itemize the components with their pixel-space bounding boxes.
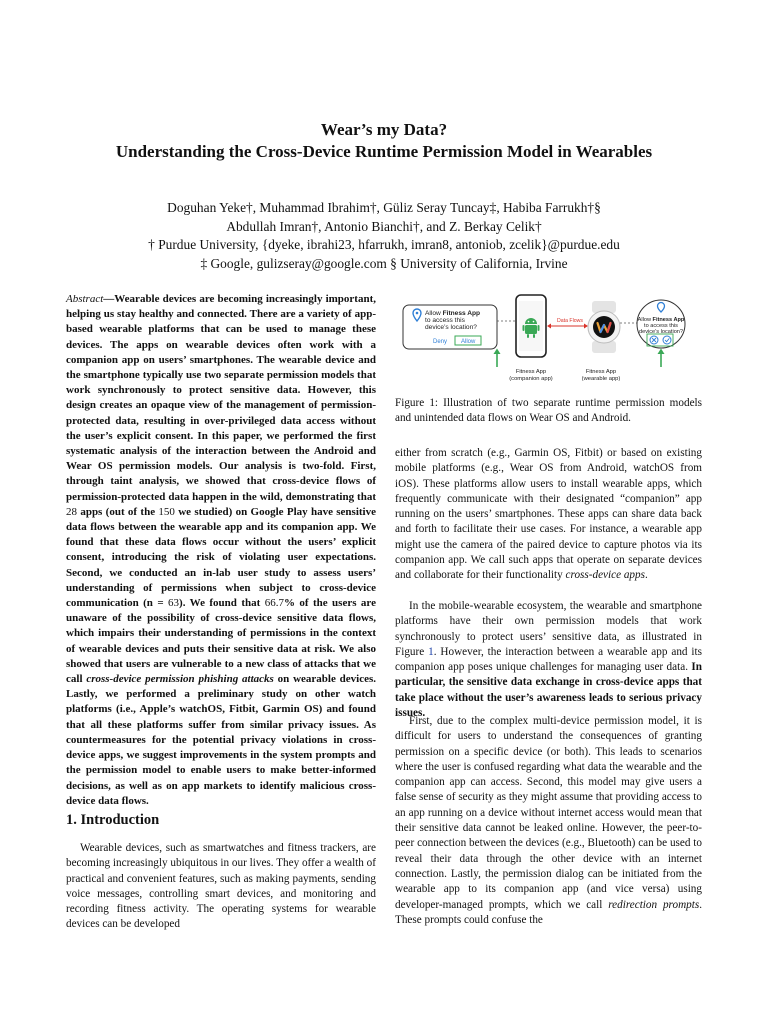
right-paragraph-2 bbox=[395, 599, 702, 721]
data-flows-label: Data Flows bbox=[557, 318, 583, 324]
abstract-number: 63 bbox=[168, 597, 180, 610]
body-text: . These prompts could confuse the bbox=[395, 898, 702, 926]
abstract-number: 66.7 bbox=[264, 597, 284, 610]
abstract bbox=[66, 292, 376, 809]
figure-reference-link[interactable]: 1 bbox=[428, 645, 434, 658]
body-text: First, due to the complex multi-device permission model, it is difficult for users to understand the consequences of granting permission on a specific device (or both). This leads to scenarios where the user is confused regarding what data the wearable and the companion app can access. Second, this model may give users a false sense of security as they might assume that providing access to an app running on a device without internet access would mean that their sensitive data cannot be leaked online. However, the peer-to-peer connection between the devices (e.g., Bluetooth) can be used to reveal their data through the other device with an internet connection. Lastly, the permission dialog can be initiated from the wearable app to its companion app (and vice versa) using developer-managed prompts, which we call bbox=[395, 715, 702, 911]
abstract-text: on wearable devices. Lastly, we performed a preliminary study on other watch platforms (i.e., Apple’s watchOS, Fitbit, Garmin OS) and found that all these platforms suffer from similar privacy issues. As countermeasures for the potential privacy violations in cross-device apps, we suggest improvements in the system prompts and the permission model to enable users to make better-informed decisions, as well as on app markets to identify malicious cross-device data flows. bbox=[66, 673, 377, 807]
left-column bbox=[66, 292, 376, 809]
author-block bbox=[60, 199, 708, 273]
body-text: either from scratch (e.g., Garmin OS, Fitbit) or based on existing mobile platforms (e.g., Wear OS from Android, watchOS from iOS). These platforms allow users to install wearable apps, which frequently communicate with their designated “companion” app running on the users’ smartphones. These apps can share data back and forth to facilitate their use cases. For instance, a wearable app might use the camera of the paired device to capture photos via its companion app. We call such apps that operate on separate devices and collaborate for their functionality bbox=[395, 447, 702, 582]
watch-dialog-text-3: device’s location? bbox=[638, 329, 684, 335]
arrowhead-right-icon bbox=[584, 324, 588, 329]
watch-app-label: Fitness App bbox=[585, 369, 617, 375]
location-pin-dot-icon bbox=[416, 312, 419, 315]
abstract-text: —Wearable devices are becoming increasingly important, helping us stay healthy and connected. There are a variety of app-based wearable platforms that can be used to manage these devices. The apps on wearable devices often work with a companion app on users’ smartphones. The wearable device and the smartphone typically use two separate permission models that work synchronously to protect sensitive data. However, this design creates an opaque view of the management of permission-protected data, resulting in over-privileged data access without the user’s explicit consent. In this paper, we performed the first systematic analysis of the interaction between the Android and Wear OS permission models. Our analysis is two-fold. First, through taint analysis, we showed that cross-device flows of permission-protected data happen in the wild, demonstrating that bbox=[66, 293, 376, 503]
svg-text:Allow Fitness App bbox=[425, 310, 480, 317]
right-paragraph-3 bbox=[395, 714, 702, 928]
watch-app-sublabel: (wearable app) bbox=[581, 376, 621, 382]
body-text: . However, the interaction between a wearable app and its companion app poses unique challenges for managing user data. bbox=[395, 645, 702, 674]
phone-dialog-text: Allow bbox=[425, 310, 443, 317]
body-emphasis: cross-device apps bbox=[565, 569, 645, 582]
deny-button: Deny bbox=[433, 339, 448, 345]
abstract-text: % of the users are unaware of the possibility of cross-device sensitive data flows, which impairs their understanding of permissions in the context of wearable devices and puts their sensitive data at risk. We also showed that users are vulnerable to a new class of attacks that we call bbox=[66, 597, 376, 686]
green-arrow-watch-icon bbox=[658, 349, 665, 368]
phone-app-label: Fitness App bbox=[515, 369, 547, 375]
abstract-number: 150 bbox=[158, 505, 175, 518]
arrowhead-left-icon bbox=[547, 324, 551, 329]
abstract-label: Abstract bbox=[66, 293, 104, 305]
title-block bbox=[60, 119, 708, 163]
affiliation-line-2: ‡ Google, gulizseray@google.com § University of California, Irvine bbox=[200, 255, 568, 271]
paper-title-line-1: Wear’s my Data? bbox=[320, 120, 448, 139]
watch-dialog-text: Allow bbox=[637, 317, 653, 323]
abstract-text: we studied) on Google Play have sensitive data flows between the wearable app and its companion app. We found that these data flows occur without the users’ explicit consent, introducing the risk of violating user expectations. Second, we conducted an in-lab user study to assess users’ understanding of permissions when subject to cross-device communication (n = bbox=[66, 505, 376, 610]
body-text: . bbox=[644, 569, 648, 582]
watch-dialog-app: Fitness App bbox=[652, 317, 685, 323]
body-emphasis: redirection prompts bbox=[608, 898, 700, 911]
paper-title-line-2: Understanding the Cross-Device Runtime Permission Model in Wearables bbox=[115, 142, 653, 161]
phone-dialog-text-3: device’s location? bbox=[425, 324, 477, 331]
figure-caption: Figure 1: Illustration of two separate runtime permission models and unintended data flows on Wear OS and Android. bbox=[395, 397, 702, 425]
abstract-text: apps (out of the bbox=[77, 505, 159, 518]
abstract-number: 28 bbox=[66, 505, 77, 518]
body-text: In the mobile-wearable ecosystem, the wearable and smartphone platforms have their own permission models that work synchronously to protect users’ sensitive data, as illustrated in Figure bbox=[395, 600, 702, 658]
abstract-text: ). We found that bbox=[179, 597, 265, 610]
body-bold-text: In particular, the sensitive data exchange in cross-device apps that take place without the user’s awareness leads to serious privacy issues. bbox=[395, 661, 702, 720]
author-line-2: Abdullah Imran†, Antonio Bianchi†, and Z. Berkay Celik† bbox=[226, 218, 542, 234]
author-line-1: Doguhan Yeke†, Muhammad Ibrahim†, Güliz Seray Tuncay‡, Habiba Farrukh†§ bbox=[167, 200, 601, 215]
affiliation-line-1: † Purdue University, {dyeke, ibrahi23, hfarrukh, imran8, antoniob, zcelik}@purdue.edu bbox=[148, 237, 620, 252]
figure-1 bbox=[395, 293, 702, 385]
abstract-emphasis: cross-device permission phishing attacks bbox=[86, 673, 274, 686]
phone-dialog-text-2: to access this bbox=[425, 317, 465, 324]
watch-dialog-text-2: to access this bbox=[644, 323, 678, 329]
figure-illustration bbox=[395, 293, 702, 385]
allow-button: Allow bbox=[461, 339, 476, 345]
right-paragraph-1 bbox=[395, 446, 702, 584]
phone-app-sublabel: (companion app) bbox=[509, 376, 553, 382]
green-arrow-phone-icon bbox=[494, 349, 501, 368]
phone-dialog-app: Fitness App bbox=[442, 310, 481, 317]
section-heading-introduction: 1. Introduction bbox=[66, 812, 160, 828]
intro-paragraph: Wearable devices, such as smartwatches and fitness trackers, are becoming increasingly ubiquitous in our lives. They offer a wealth of practical and convenient features, such as making payments, sending voice messages, controlling smart devices, and monitoring and recording fitness activity. The operating systems for wearable devices can be developed bbox=[66, 842, 376, 931]
